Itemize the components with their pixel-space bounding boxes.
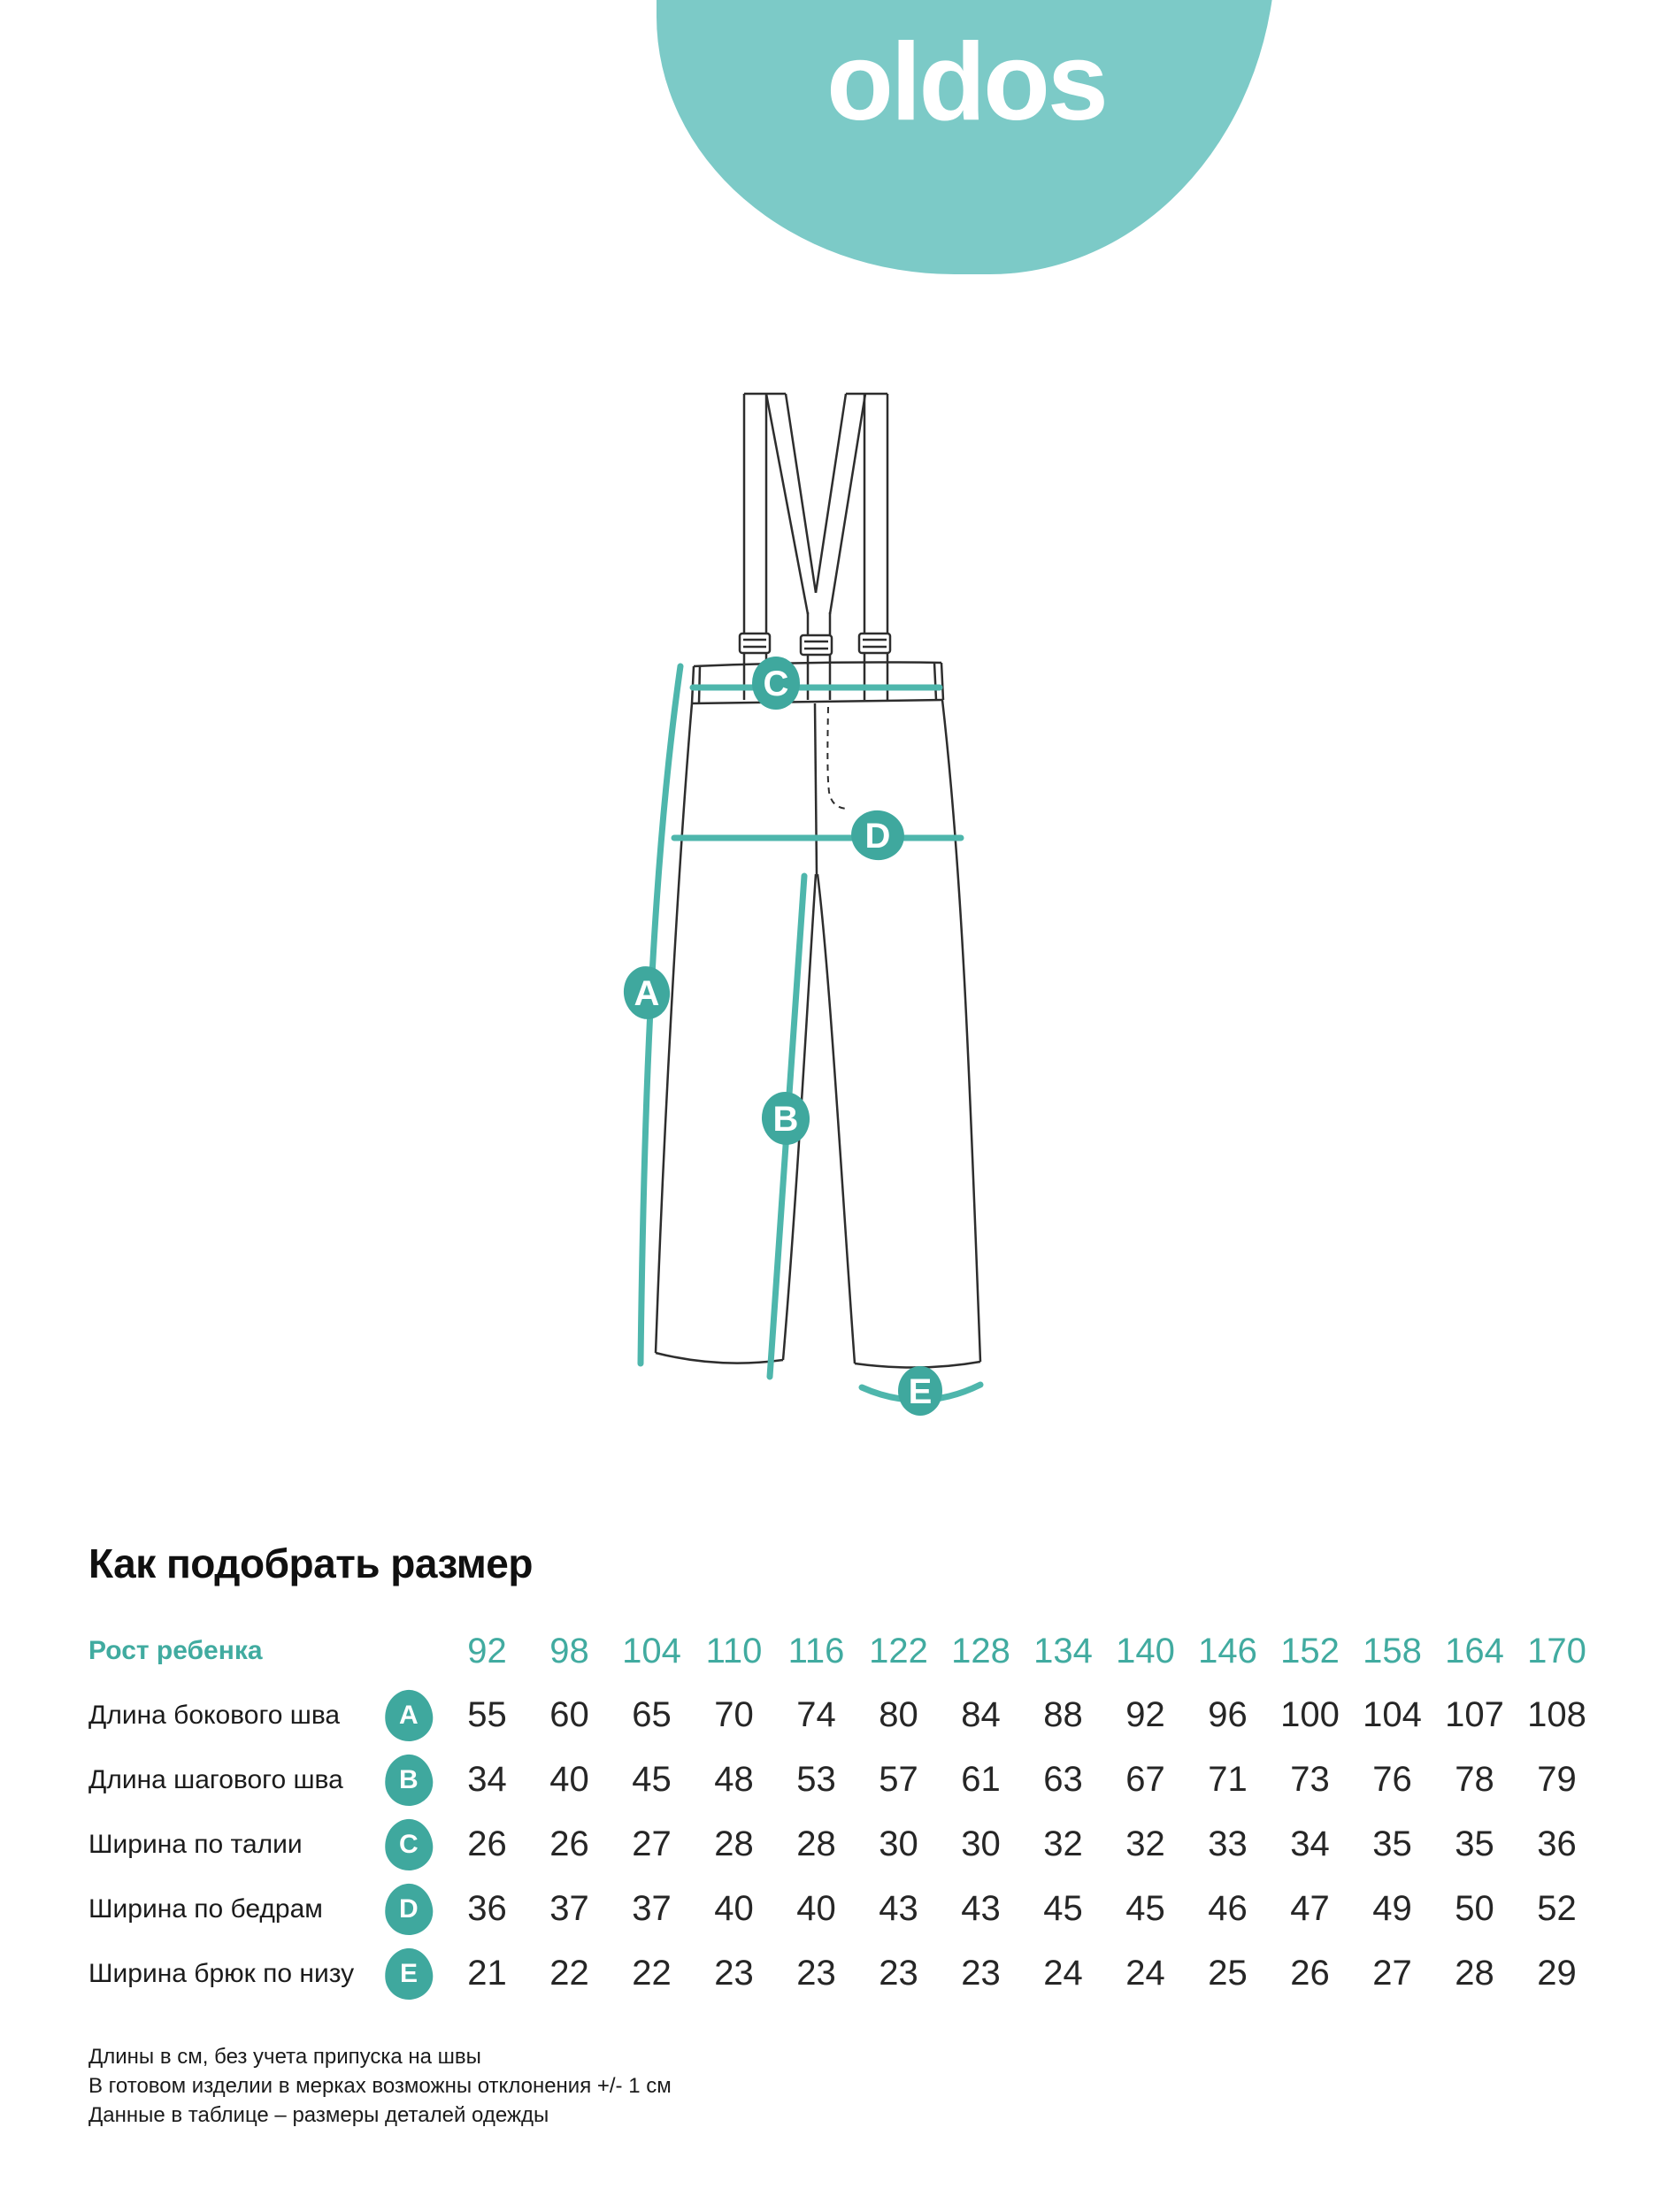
value-cell: 36 [467, 1889, 507, 1928]
value-cell: 24 [1125, 1954, 1165, 1993]
size-guide-notes [88, 2042, 672, 2130]
row-label-B: Длина шагового шва [88, 1764, 343, 1794]
row-label-C: Ширина по талии [88, 1829, 303, 1859]
value-cell: 43 [879, 1889, 918, 1928]
row-badge-cell-C [372, 1819, 446, 1870]
row-label-D: Ширина по бедрам [88, 1893, 323, 1924]
row-badge-letter: C [399, 1829, 419, 1859]
value-cell: 21 [467, 1954, 507, 1993]
value-cell: 28 [1455, 1954, 1494, 1993]
value-cell: 100 [1280, 1695, 1340, 1734]
value-cell: 71 [1208, 1760, 1248, 1799]
size-guide-title: Как подобрать размер [88, 1540, 533, 1586]
size-col-146: 146 [1198, 1631, 1257, 1671]
value-cell: 45 [1125, 1889, 1165, 1928]
value-cell: 80 [879, 1695, 918, 1734]
value-cell: 30 [961, 1824, 1001, 1863]
row-badge-E [382, 1946, 435, 2001]
row-badge-cell-E [372, 1948, 446, 2000]
value-cell: 23 [879, 1954, 918, 1993]
size-col-110: 110 [705, 1631, 763, 1671]
value-cell: 43 [961, 1889, 1001, 1928]
value-cell: 47 [1290, 1889, 1330, 1928]
value-cell: 61 [961, 1760, 1001, 1799]
value-cell: 45 [632, 1760, 672, 1799]
value-cell: 24 [1043, 1954, 1083, 1993]
size-col-134: 134 [1033, 1631, 1093, 1671]
value-cell: 52 [1537, 1889, 1577, 1928]
value-cell: 65 [632, 1695, 672, 1734]
bubble-E-letter: E [908, 1372, 933, 1411]
bubble-B-letter: B [772, 1100, 799, 1139]
bubble-C-letter: C [763, 664, 789, 703]
value-cell: 27 [632, 1824, 672, 1863]
value-cell: 29 [1537, 1954, 1577, 1993]
row-badge-letter: E [399, 1958, 419, 1988]
row-badge-cell-D [372, 1884, 446, 1935]
value-cell: 73 [1290, 1760, 1330, 1799]
strap-buckles [740, 634, 890, 655]
value-cell: 35 [1455, 1824, 1494, 1863]
size-col-128: 128 [951, 1631, 1010, 1671]
value-cell: 34 [467, 1760, 507, 1799]
note-line: Данные в таблице – размеры деталей одежды [88, 2103, 549, 2127]
value-cell: 70 [714, 1695, 754, 1734]
value-cell: 79 [1537, 1760, 1577, 1799]
value-cell: 23 [796, 1954, 836, 1993]
size-col-140: 140 [1116, 1631, 1175, 1671]
note-line: Длины в см, без учета припуска на швы [88, 2045, 481, 2069]
note-line: В готовом изделии в мерках возможны отклонения +/- 1 см [88, 2074, 672, 2098]
value-cell: 25 [1208, 1954, 1248, 1993]
size-col-104: 104 [622, 1631, 681, 1671]
pants-measurement-diagram [611, 380, 1009, 1433]
value-cell: 48 [714, 1760, 754, 1799]
value-cell: 57 [879, 1760, 918, 1799]
value-cell: 26 [1290, 1954, 1330, 1993]
value-cell: 34 [1290, 1824, 1330, 1863]
row-badge-A [382, 1687, 435, 1743]
row-label-E: Ширина брюк по низу [88, 1958, 355, 1988]
value-cell: 104 [1363, 1695, 1422, 1734]
value-cell: 55 [467, 1695, 507, 1734]
bubble-D-letter: D [864, 817, 891, 856]
size-col-122: 122 [869, 1631, 928, 1671]
value-cell: 26 [467, 1824, 507, 1863]
value-cell: 84 [961, 1695, 1001, 1734]
row-badge-C [382, 1816, 435, 1872]
value-cell: 37 [632, 1889, 672, 1928]
value-cell: 28 [714, 1824, 754, 1863]
value-cell: 23 [714, 1954, 754, 1993]
value-cell: 92 [1125, 1695, 1165, 1734]
value-cell: 40 [796, 1889, 836, 1928]
row-badge-letter: D [399, 1893, 419, 1924]
value-cell: 74 [796, 1695, 836, 1734]
row-badge-letter: A [399, 1700, 419, 1730]
size-col-158: 158 [1363, 1631, 1422, 1671]
value-cell: 33 [1208, 1824, 1248, 1863]
value-cell: 36 [1537, 1824, 1577, 1863]
row-label-A: Длина бокового шва [88, 1700, 341, 1730]
value-cell: 32 [1043, 1824, 1083, 1863]
size-col-116: 116 [787, 1631, 845, 1671]
value-cell: 49 [1372, 1889, 1412, 1928]
value-cell: 78 [1455, 1760, 1494, 1799]
value-cell: 35 [1372, 1824, 1412, 1863]
size-col-164: 164 [1445, 1631, 1504, 1671]
pants-body-sketch [656, 700, 980, 1368]
row-badge-cell-B [372, 1755, 446, 1806]
value-cell: 30 [879, 1824, 918, 1863]
value-cell: 46 [1208, 1889, 1248, 1928]
value-cell: 96 [1208, 1695, 1248, 1734]
value-cell: 40 [549, 1760, 589, 1799]
row-badge-B [382, 1752, 435, 1808]
value-cell: 22 [549, 1954, 589, 1993]
value-cell: 108 [1527, 1695, 1586, 1734]
value-cell: 88 [1043, 1695, 1083, 1734]
value-cell: 107 [1445, 1695, 1504, 1734]
value-cell: 63 [1043, 1760, 1083, 1799]
size-col-170: 170 [1527, 1631, 1586, 1671]
value-cell: 60 [549, 1695, 589, 1734]
value-cell: 37 [549, 1889, 589, 1928]
size-col-98: 98 [549, 1631, 589, 1671]
row-badge-cell-A [372, 1690, 446, 1741]
value-cell: 26 [549, 1824, 589, 1863]
size-col-92: 92 [467, 1631, 507, 1671]
value-cell: 67 [1125, 1760, 1165, 1799]
measurement-lines [641, 666, 980, 1400]
value-cell: 53 [796, 1760, 836, 1799]
waistband-sketch [692, 663, 943, 704]
value-cell: 28 [796, 1824, 836, 1863]
value-cell: 76 [1372, 1760, 1412, 1799]
size-guide-table [88, 1619, 1598, 2006]
header-row-label: Рост ребенка [88, 1636, 263, 1665]
bubble-A-letter: A [634, 974, 660, 1013]
value-cell: 45 [1043, 1889, 1083, 1928]
value-cell: 27 [1372, 1954, 1412, 1993]
value-cell: 23 [961, 1954, 1001, 1993]
value-cell: 22 [632, 1954, 672, 1993]
value-cell: 50 [1455, 1889, 1494, 1928]
brand-logo: oldos [826, 21, 1106, 143]
value-cell: 40 [714, 1889, 754, 1928]
size-col-152: 152 [1280, 1631, 1340, 1671]
value-cell: 32 [1125, 1824, 1165, 1863]
row-badge-letter: B [399, 1764, 419, 1794]
row-badge-D [382, 1881, 435, 1937]
